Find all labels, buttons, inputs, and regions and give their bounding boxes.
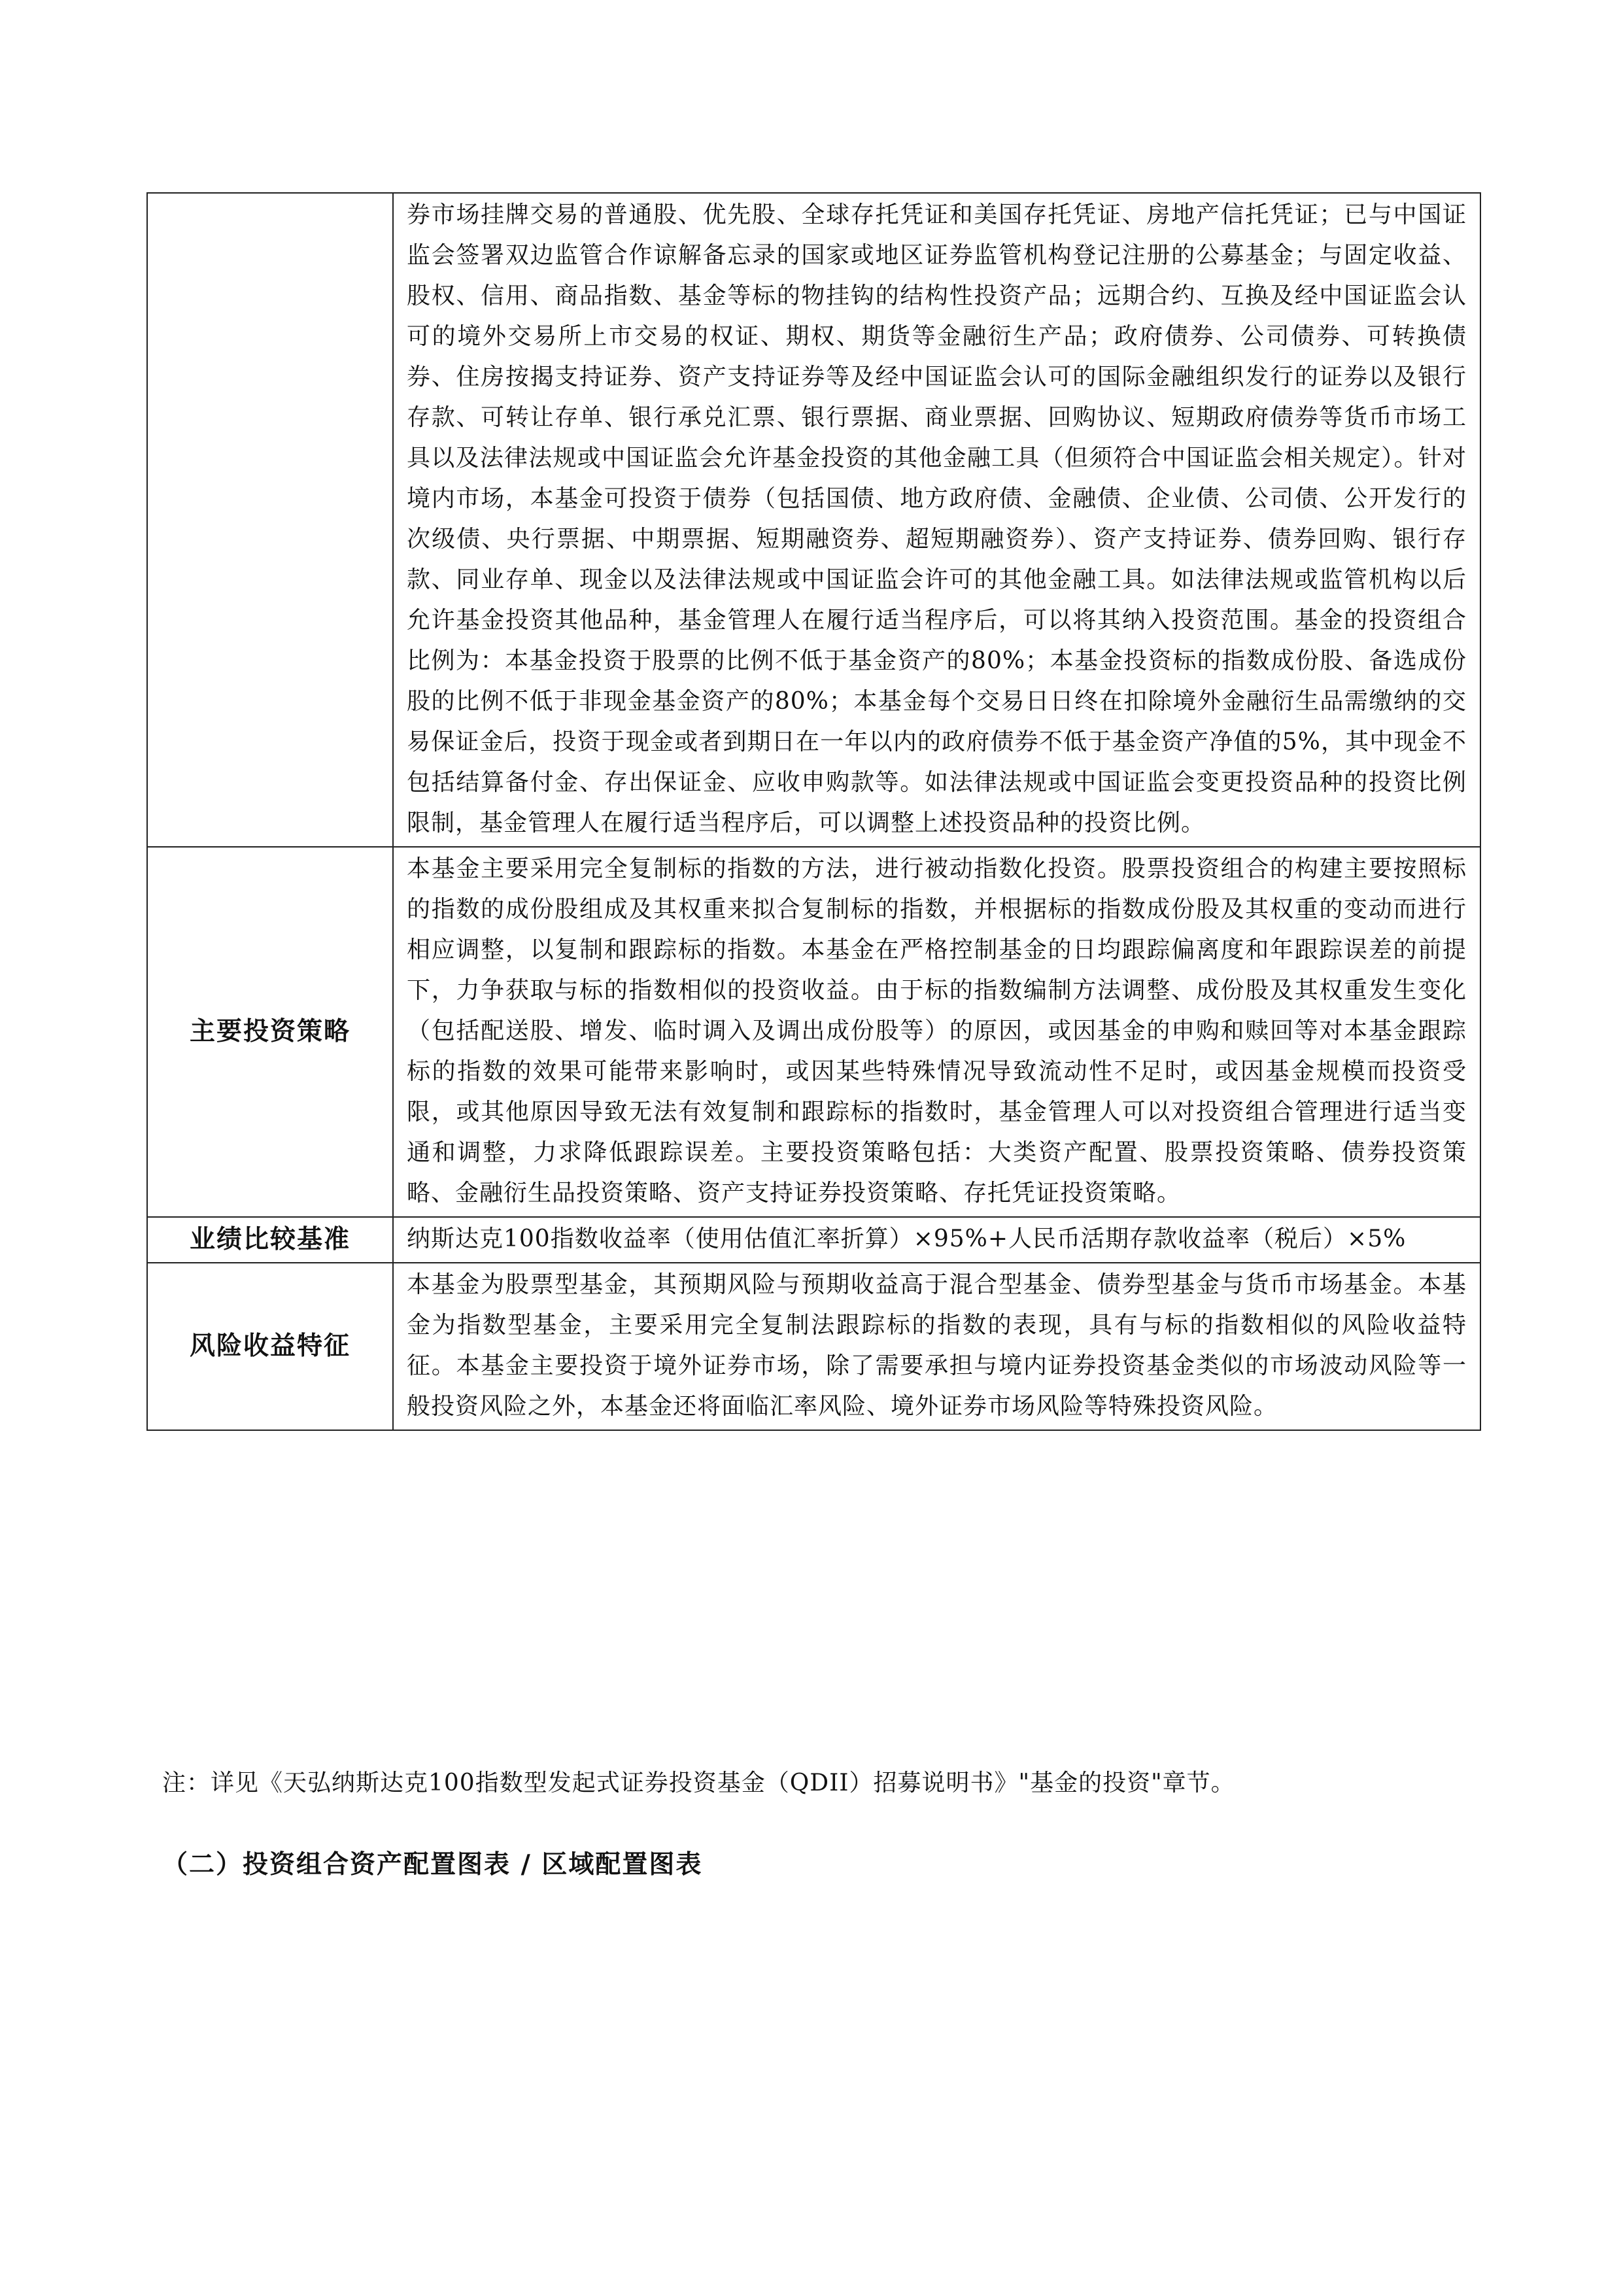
row-label-strategy: 主要投资策略 (147, 847, 393, 1217)
table-row (147, 847, 1480, 1217)
investment-scope-content: 券市场挂牌交易的普通股、优先股、全球存托凭证和美国存托凭证、房地产信托凭证；已与中国证监会签署双边监管合作谅解备忘录的国家或地区证券监管机构登记注册的公募基金；与固定收益、股权、信用、商品指数、基金等标的物挂钩的结构性投资产品；远期合约、互换及经中国证监会认可的境外交易所上市交易的权证、期权、期货等金融衍生产品；政府债券、公司债券、可转换债券、住房按揭支持证券、资产支持证券等及经中国证监会认可的国际金融组织发行的证券以及银行存款、可转让存单、银行承兑汇票、银行票据、商业票据、回购协议、短期政府债券等货币市场工具以及法律法规或中国证监会允许基金投资的其他金融工具（但须符合中国证监会相关规定）。针对境内市场，本基金可投资于债券（包括国债、地方政府债、金融债、企业债、公司债、公开发行的次级债、央行票据、中期票据、短期融资券、超短期融资券）、资产支持证券、债券回购、银行存款、同业存单、现金以及法律法规或中国证监会许可的其他金融工具。如法律法规或监管机构以后允许基金投资其他品种，基金管理人在履行适当程序后，可以将其纳入投资范围。基金的投资组合比例为：本基金投资于股票的比例不低于基金资产的80%；本基金投资标的指数成份股、备选成份股的比例不低于非现金基金资产的80%；本基金每个交易日日终在扣除境外金融衍生品需缴纳的交易保证金后，投资于现金或者到期日在一年以内的政府债券不低于基金资产净值的5%，其中现金不包括结算备付金、存出保证金、应收申购款等。如法律法规或中国证监会变更投资品种的投资比例限制，基金管理人在履行适当程序后，可以调整上述投资品种的投资比例。 (393, 193, 1480, 847)
table-footnote: 注：详见《天弘纳斯达克100指数型发起式证券投资基金（QDII）招募说明书》"基金的投资"章节。 (162, 1770, 1235, 1796)
row-label-benchmark: 业绩比较基准 (147, 1217, 393, 1263)
risk-content: 本基金为股票型基金，其预期风险与预期收益高于混合型基金、债券型基金与货币市场基金。本基金为指数型基金，主要采用完全复制法跟踪标的指数的表现，具有与标的指数相似的风险收益特征。本基金主要投资于境外证券市场，除了需要承担与境内证券投资基金类似的市场波动风险等一般投资风险之外，本基金还将面临汇率风险、境外证券市场风险等特殊投资风险。 (393, 1263, 1480, 1430)
table-row (147, 1217, 1480, 1263)
table-row (147, 193, 1480, 847)
benchmark-content: 纳斯达克100指数收益率（使用估值汇率折算）×95%+人民币活期存款收益率（税后）×5% (393, 1217, 1480, 1263)
fund-info-table (146, 192, 1481, 1431)
table-row (147, 1263, 1480, 1430)
row-label (147, 193, 393, 847)
section-heading: （二）投资组合资产配置图表 / 区域配置图表 (162, 1850, 703, 1879)
row-label-risk: 风险收益特征 (147, 1263, 393, 1430)
strategy-content: 本基金主要采用完全复制标的指数的方法，进行被动指数化投资。股票投资组合的构建主要按照标的指数的成份股组成及其权重来拟合复制标的指数，并根据标的指数成份股及其权重的变动而进行相应调整，以复制和跟踪标的指数。本基金在严格控制基金的日均跟踪偏离度和年跟踪误差的前提下，力争获取与标的指数相似的投资收益。由于标的指数编制方法调整、成份股及其权重发生变化（包括配送股、增发、临时调入及调出成份股等）的原因，或因基金的申购和赎回等对本基金跟踪标的指数的效果可能带来影响时，或因某些特殊情况导致流动性不足时，或因基金规模而投资受限，或其他原因导致无法有效复制和跟踪标的指数时，基金管理人可以对投资组合管理进行适当变通和调整，力求降低跟踪误差。主要投资策略包括：大类资产配置、股票投资策略、债券投资策略、金融衍生品投资策略、资产支持证券投资策略、存托凭证投资策略。 (393, 847, 1480, 1217)
